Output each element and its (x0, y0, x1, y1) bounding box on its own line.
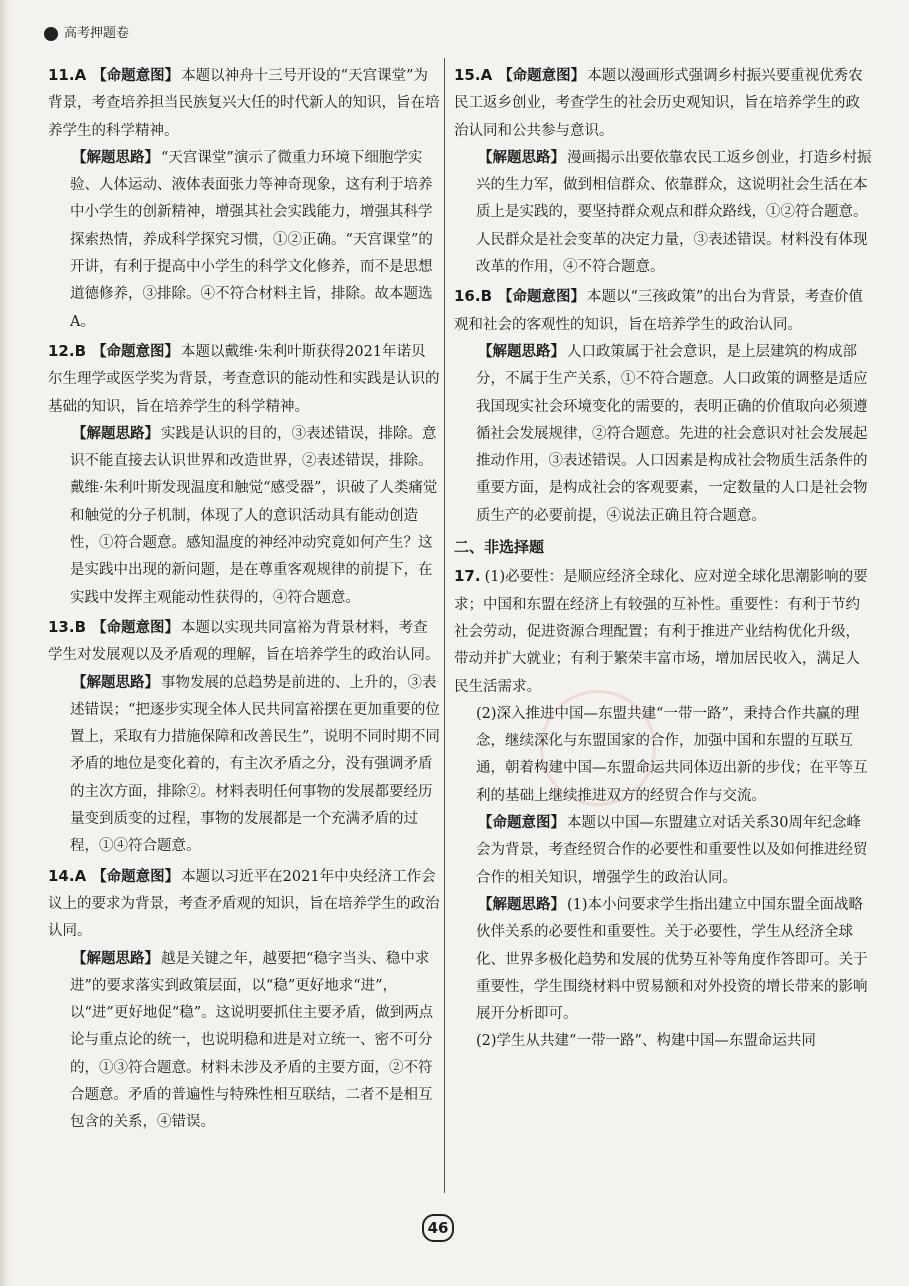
intent-tag: 【命题意图】 (498, 289, 586, 306)
answer-13 (48, 614, 440, 861)
intent-text: 本题以中国—东盟建立对话关系30周年纪念峰会为背景，考查经贸合作的必要性和重要性以及如何推进经贸合作的相关知识，增强学生的政治认同。 (476, 815, 868, 886)
question-number: 16.B (454, 287, 493, 306)
solution-text: 人口政策属于社会意识，是上层建筑的构成部分，不属于生产关系，①不符合题意。人口政策的调整是适应我国现实社会环境变化的需要的，表明正确的价值取向必须遵循社会发展规律，②符合题意。先进的社会意识对社会发展起推动作用，③表述错误。人口因素是构成社会物质生活条件的重要方面，是构成社会的客观要素，一定数量的人口是社会物质生产的必要前提，④说法正确且符合题意。 (476, 343, 868, 524)
question-number: 17. (454, 567, 481, 586)
intent-text: 本题以漫画形式强调乡村振兴要重视优秀农民工返乡创业，考查学生的社会历史观知识，旨在培养学生的政治认同和公共参与意识。 (454, 68, 863, 139)
solution-tag: 【解题思路】 (72, 149, 159, 166)
intent-tag: 【命题意图】 (92, 68, 180, 84)
column-divider (444, 58, 445, 1193)
header-logo-icon (44, 27, 58, 41)
solution-text: 漫画揭示出要依靠农民工返乡创业，打造乡村振兴的生力军，做到相信群众、依靠群众，这说明社会生活在本质上是实践的，要坚持群众观点和群众路线，①②符合题意。人民群众是社会变革的决定力量，③表述错误。材料没有体现改革的作用，④不符合题意。 (476, 149, 872, 276)
answer-part-1: (1)必要性：是顺应经济全球化、应对逆全球化思潮影响的要求；中国和东盟在经济上有较强的互补性。重要性：有利于节约社会劳动，促进资源合理配置；有利于推进产业结构优化升级，带动并扩大就业；有利于繁荣丰富市场，增加居民收入，满足人民生活需求。 (454, 569, 868, 695)
intent-tag: 【命题意图】 (498, 68, 586, 84)
page-edge-shadow (0, 0, 10, 1286)
intent-text: 本题以神舟十三号开设的“天宫课堂”为背景，考查培养担当民族复兴大任的时代新人的知识，旨在培养学生的科学精神。 (48, 68, 440, 139)
answer-14 (48, 863, 440, 1137)
solution-tag: 【解题思路】 (478, 343, 565, 360)
left-column (48, 62, 440, 1139)
solution-text: 事物发展的总趋势是前进的、上升的，③表述错误；“把逐步实现全体人民共同富裕摆在更加重要的位置上，采取有力措施保障和改善民生”，说明不同时期不同矛盾的地位是变化着的，有主次矛盾之分，没有强调矛盾的主次方面，排除②。材料表明任何事物的发展都要经历量变到质变的过程，事物的发展都是一个充满矛盾的过程，①④符合题意。 (70, 674, 440, 855)
answer-17 (454, 563, 872, 1055)
right-column (454, 62, 872, 1058)
intent-text: 本题以实现共同富裕为背景材料，考查学生对发展观以及矛盾观的理解，旨在培养学生的政治认同。 (48, 619, 440, 664)
solution-tag: 【解题思路】 (478, 896, 565, 913)
intent-tag: 【命题意图】 (92, 619, 180, 636)
intent-text: 本题以“三孩政策”的出台为背景，考查价值观和社会的客观性的知识，旨在培养学生的政治认同。 (454, 289, 863, 333)
solution-text-2: (2)学生从共建“一带一路”、构建中国—东盟命运共同 (476, 1033, 816, 1050)
question-number: 12.B (48, 341, 87, 360)
section-heading: 二、非选择题 (454, 538, 545, 557)
answer-12 (48, 338, 440, 612)
solution-text: (1)本小问要求学生指出建立中国东盟全面战略伙伴关系的必要性和重要性。关于必要性，学生从经济全球化、世界多极化趋势和发展的优势互补等角度作答即可。关于重要性，学生围绕材料中贸易额和对外投资的增长带来的影响展开分析即可。 (476, 896, 868, 1023)
page-number: 46 (422, 1214, 454, 1242)
answer-part-2: (2)深入推进中国—东盟共建“一带一路”，秉持合作共赢的理念，继续深化与东盟国家的合作，加强中国和东盟的互联互通，朝着构建中国—东盟命运共同体迈出新的步伐；在平等互利的基础上继续推进双方的经贸合作与交流。 (476, 705, 868, 804)
question-number: 11.A (48, 66, 87, 84)
intent-tag: 【命题意图】 (478, 815, 565, 832)
intent-text: 本题以戴维·朱利叶斯获得2021年诺贝尔生理学或医学奖为背景，考查意识的能动性和实践是认识的基础的知识，旨在培养学生的科学精神。 (48, 343, 440, 415)
solution-text: 实践是认识的目的，③表述错误，排除。意识不能直接去认识世界和改造世界，②表述错误，排除。戴维·朱利叶斯发现温度和触觉“感受器”，识破了人类痛觉和触觉的分子机制，体现了人的意识活动具有能动创造性，①符合题意。感知温度的神经冲动究竟如何产生？这是实践中出现的新问题，是在尊重客观规律的前提下，在实践中发挥主观能动性获得的，④符合题意。 (70, 425, 438, 606)
solution-tag: 【解题思路】 (72, 674, 159, 691)
answer-11 (48, 62, 440, 336)
question-number: 14.A (48, 866, 87, 885)
intent-tag: 【命题意图】 (92, 343, 180, 360)
solution-tag: 【解题思路】 (478, 149, 565, 166)
answer-16 (454, 283, 872, 530)
solution-text: “天宫课堂”演示了微重力环境下细胞学实验、人体运动、液体表面张力等神奇现象，这有利于培养中小学生的创新精神，增强其社会实践能力，增强其科学探索热情，养成科学探究习惯，①②正确。“天宫课堂”的开讲，有利于提高中小学生的科学文化修养，而不是思想道德修养，③排除。④不符合材料主旨，排除。故本题选A。 (70, 149, 433, 330)
intent-tag: 【命题意图】 (92, 868, 180, 885)
header-title: 高考押题卷 (64, 26, 130, 41)
intent-text: 本题以习近平在2021年中央经济工作会议上的要求为背景，考查矛盾观的知识，旨在培养学生的政治认同。 (48, 868, 440, 940)
solution-tag: 【解题思路】 (72, 425, 159, 442)
solution-text: 越是关键之年，越要把“稳字当头、稳中求进”的要求落实到政策层面，以“稳”更好地求“进”，以“进”更好地促“稳”。这说明要抓住主要矛盾，做到两点论与重点论的统一，也说明稳和进是对立统一、密不可分的，①③符合题意。材料未涉及矛盾的主要方面，②不符合题意。矛盾的普遍性与特殊性相互联结，二者不是相互包含的关系，④错误。 (70, 950, 434, 1131)
solution-tag: 【解题思路】 (72, 950, 159, 967)
question-number: 13.B (48, 617, 87, 636)
answer-15 (454, 62, 872, 281)
question-number: 15.A (454, 66, 493, 84)
page-header (44, 22, 129, 41)
